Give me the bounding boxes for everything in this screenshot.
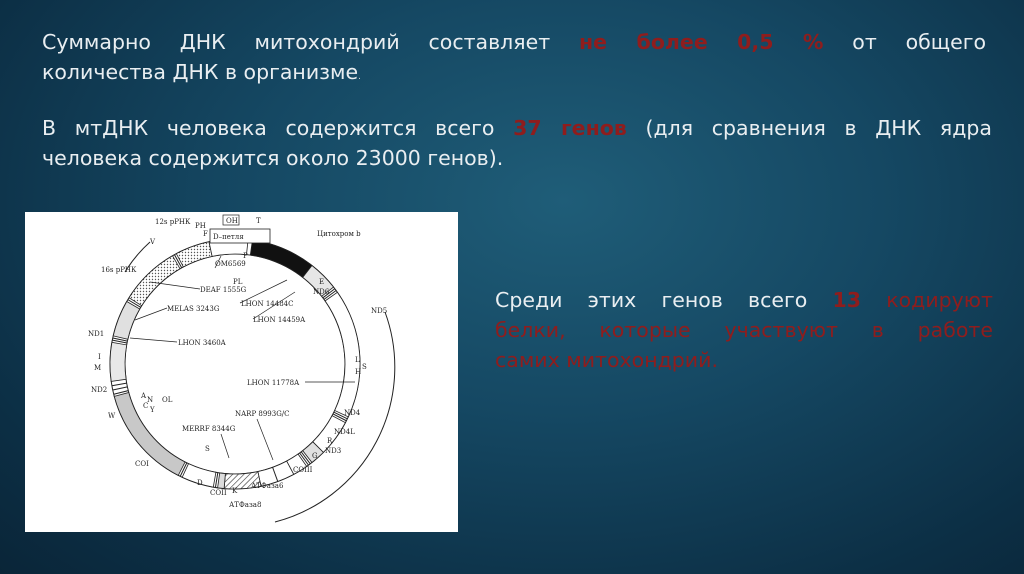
label-t: T [256,217,261,225]
para1-dot: . [358,72,362,82]
label-nd5: ND5 [371,307,388,315]
segment-16s [129,256,180,306]
para1-text-start: Суммарно ДНК митохондрий составляет [42,30,579,54]
para1-highlight: не более 0,5 % [579,30,824,54]
label-w: W [108,412,116,420]
mtdna-map-figure [25,212,458,532]
segment-cytb [250,240,312,277]
label-cytb: Цитохром b [317,230,361,238]
label-lhon11778: LHON 11778A [247,379,300,387]
label-n: N [147,396,154,404]
segment-12s [176,242,212,267]
label-narp: NARP 8993G/C [235,410,290,418]
segment-nd1 [113,302,140,340]
para3-line3: самих митохондрий. [495,348,718,372]
para2-text-end: (для сравнения в ДНК ядра [626,116,992,140]
label-l2: L [355,356,360,364]
para3-line2: белки, которые участвуют в работе [495,318,993,342]
mtdna-circular-map [25,212,458,532]
segment-nd2 [110,342,127,381]
label-nd6: ND6 [313,288,330,296]
label-i: I [98,353,101,361]
label-coi: COI [135,460,149,468]
label-melas: MELAS 3243G [167,305,220,313]
label-h: H [355,368,362,376]
segment-nd5 [325,292,360,417]
label-om: OM6569 [215,260,246,268]
label-nd3: ND3 [325,447,342,455]
para1-text-line2: количества ДНК в организме [42,60,359,84]
label-s1: S [205,445,210,453]
label-r: R [327,437,333,445]
label-e: E [319,278,325,286]
label-nd1: ND1 [88,330,105,338]
paragraph-protein-genes [495,285,993,375]
label-merrf: MERRF 8344G [182,425,236,433]
label-lhon14459: LHON 14459A [253,316,306,324]
para3-line1 [495,285,993,315]
label-s2: S [362,363,367,371]
boundary-tick [113,387,128,390]
para1-line2 [42,57,986,92]
gene-segments [110,239,360,489]
para3-highlight: 13 [832,288,862,312]
label-atp8: АТФаза8 [229,501,262,509]
label-v: V [150,238,156,246]
para3-text-end: кодируют [861,288,993,312]
para3-text-start: Среди этих генов всего [495,288,833,312]
segment-atp8 [218,473,226,489]
label-f: F [203,230,208,238]
label-coiii: COIII [293,466,313,474]
label-c: C [143,402,149,410]
label-k: K [232,487,238,495]
label-a: A [141,392,147,400]
label-oh: OH [226,217,238,225]
label-m: M [94,364,102,372]
para1-line1 [42,27,986,57]
paragraph-mtdna-share [42,27,986,92]
label-p-end: P [243,252,248,260]
label-dloop: D–петля [213,233,244,241]
label-y: Y [150,406,155,414]
label-lhon14484: LHON 14484C [241,300,294,308]
label-pl: PL [233,278,243,286]
label-g: G [312,452,318,460]
label-nd4: ND4 [344,409,361,417]
label-nd2: ND2 [91,386,108,394]
segment-coi [114,392,185,475]
label-ol: OL [162,396,173,404]
label-coii: COII [210,489,227,497]
label-deaf: DEAF 1555G [200,286,247,294]
paragraph-gene-count [42,113,992,173]
para2-text-start: В мтДНК человека содержится всего [42,116,514,140]
para2-line1 [42,113,992,143]
label-nd4l: ND4L [334,428,355,436]
boundary-tick [112,383,127,386]
para1-text-end: от общего [823,30,987,54]
label-d: D [197,479,203,487]
para2-line2: человека содержится около 23000 генов). [42,146,504,170]
label-lhon3460: LHON 3460A [178,339,226,347]
label-12s-rrna: 12s рРНК [155,218,191,226]
label-ph: PH [195,222,206,230]
para2-highlight: 37 генов [513,116,627,140]
label-atp6: АТФаза6 [251,482,284,490]
label-16s-rrna: 16s рРНК [101,266,137,274]
